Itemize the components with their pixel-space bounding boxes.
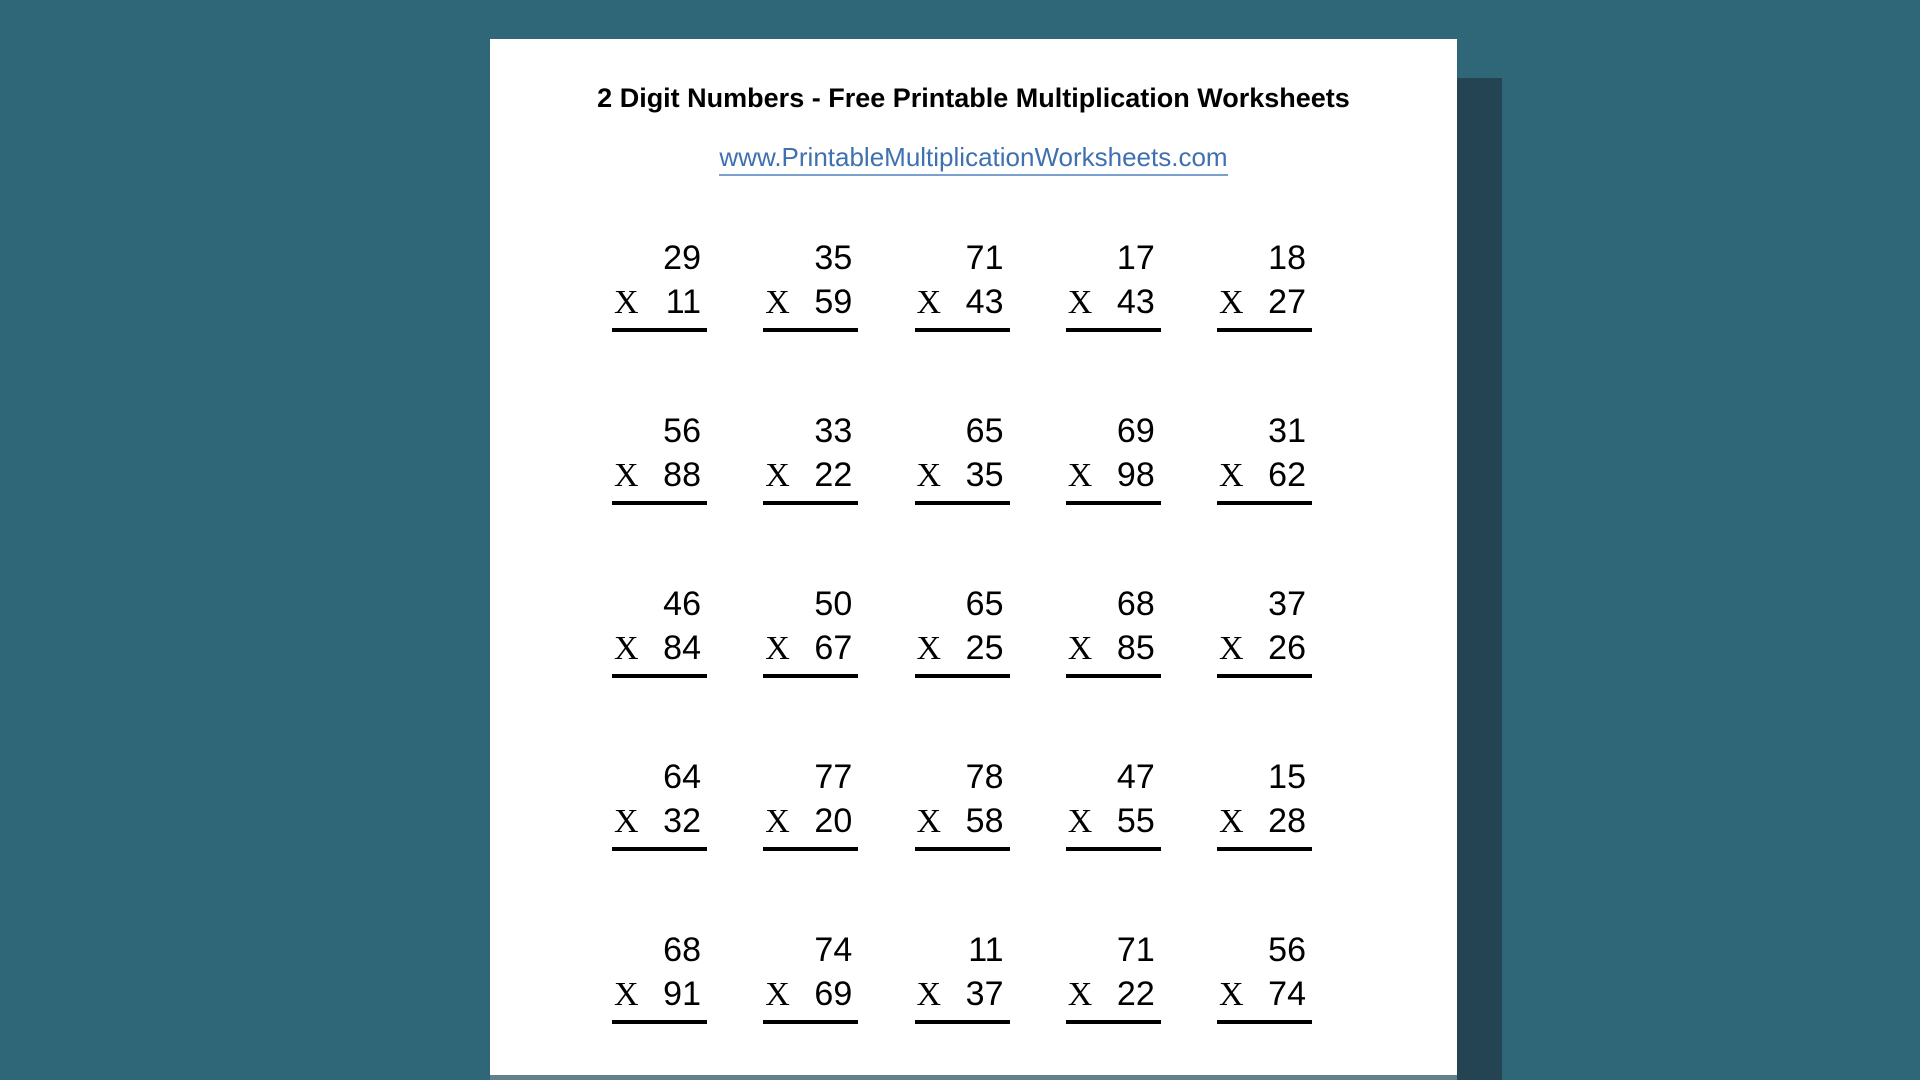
- multiplication-problem: [1217, 755, 1312, 851]
- problems-grid: [490, 236, 1457, 1024]
- multiplier: 11: [665, 283, 701, 321]
- multiply-operator: X: [1067, 976, 1093, 1013]
- problem-row: [612, 409, 1312, 505]
- multiplication-problem: [763, 236, 858, 332]
- multiplicand: 47: [1116, 758, 1155, 796]
- multiply-operator: X: [614, 284, 639, 321]
- multiply-operator: X: [1219, 284, 1244, 321]
- multiply-operator: X: [614, 976, 639, 1013]
- multiplicand: 33: [814, 412, 853, 450]
- multiplicand: 17: [1116, 239, 1155, 277]
- operator-row: [915, 626, 1010, 678]
- multiply-operator: X: [765, 284, 790, 321]
- multiplier: 43: [1116, 283, 1155, 321]
- multiplier: 37: [965, 975, 1004, 1013]
- multiplication-problem: [1217, 928, 1312, 1024]
- operator-row: [915, 280, 1010, 332]
- multiplication-problem: [1217, 236, 1312, 332]
- multiplier: 98: [1116, 456, 1155, 494]
- problem-row: [612, 755, 1312, 851]
- operator-row: [915, 972, 1010, 1024]
- multiplier: 20: [814, 802, 853, 840]
- operator-row: [1217, 799, 1312, 851]
- multiply-operator: X: [916, 284, 942, 321]
- worksheet-page: [490, 39, 1457, 1080]
- operator-row: [1217, 972, 1312, 1024]
- operator-row: [915, 453, 1010, 505]
- multiplication-problem: [763, 755, 858, 851]
- multiplier: 58: [965, 802, 1004, 840]
- multiply-operator: X: [765, 976, 790, 1013]
- multiplier: 27: [1268, 283, 1306, 321]
- operator-row: [763, 280, 858, 332]
- multiplication-problem: [1066, 755, 1161, 851]
- multiplicand: 31: [1268, 412, 1306, 450]
- multiplicand: 46: [663, 585, 701, 623]
- worksheet-title: 2 Digit Numbers - Free Printable Multiplication Worksheets: [597, 83, 1350, 113]
- multiplicand: 64: [663, 758, 701, 796]
- multiply-operator: X: [765, 803, 790, 840]
- multiplication-problem: [612, 409, 707, 505]
- operator-row: [612, 453, 707, 505]
- problem-row: [612, 236, 1312, 332]
- operator-row: [763, 972, 858, 1024]
- multiply-operator: X: [916, 630, 942, 667]
- multiplier: 62: [1268, 456, 1306, 494]
- multiplicand: 35: [814, 239, 853, 277]
- operator-row: [1066, 280, 1161, 332]
- multiplication-problem: [1066, 582, 1161, 678]
- multiplier: 22: [1116, 975, 1155, 1013]
- multiplier: 25: [965, 629, 1004, 667]
- multiplication-problem: [915, 582, 1010, 678]
- operator-row: [612, 626, 707, 678]
- multiply-operator: X: [614, 630, 639, 667]
- multiplicand: 65: [965, 585, 1004, 623]
- multiplication-problem: [612, 236, 707, 332]
- multiplier: 28: [1268, 802, 1306, 840]
- multiply-operator: X: [1219, 803, 1244, 840]
- multiplication-problem: [763, 582, 858, 678]
- multiplicand: 77: [814, 758, 853, 796]
- operator-row: [1066, 799, 1161, 851]
- operator-row: [612, 799, 707, 851]
- website-link[interactable]: www.PrintableMultiplicationWorksheets.com: [719, 142, 1227, 176]
- problem-row: [612, 582, 1312, 678]
- multiplicand: 50: [814, 585, 853, 623]
- multiplication-problem: [763, 928, 858, 1024]
- multiply-operator: X: [765, 630, 790, 667]
- multiply-operator: X: [1067, 630, 1093, 667]
- multiplicand: 68: [663, 931, 701, 969]
- multiplication-problem: [1217, 409, 1312, 505]
- multiplication-problem: [763, 409, 858, 505]
- multiply-operator: X: [916, 976, 942, 1013]
- multiplicand: 78: [965, 758, 1004, 796]
- multiplier: 43: [965, 283, 1004, 321]
- multiplier: 35: [965, 456, 1004, 494]
- operator-row: [612, 972, 707, 1024]
- multiplicand: 65: [965, 412, 1004, 450]
- operator-row: [1066, 972, 1161, 1024]
- multiply-operator: X: [1067, 284, 1093, 321]
- multiplicand: 56: [663, 412, 701, 450]
- operator-row: [1217, 280, 1312, 332]
- worksheet-header: [490, 39, 1457, 176]
- multiplier: 88: [663, 456, 701, 494]
- multiplier: 32: [663, 802, 701, 840]
- multiplicand: 71: [965, 239, 1004, 277]
- operator-row: [1217, 626, 1312, 678]
- multiplicand: 68: [1116, 585, 1155, 623]
- multiply-operator: X: [1219, 976, 1244, 1013]
- multiplicand: 56: [1268, 931, 1306, 969]
- operator-row: [763, 799, 858, 851]
- multiply-operator: X: [614, 457, 639, 494]
- multiplier: 22: [814, 456, 853, 494]
- multiplier: 69: [814, 975, 853, 1013]
- multiplier: 74: [1268, 975, 1306, 1013]
- multiplicand: 18: [1268, 239, 1306, 277]
- multiplicand: 11: [968, 931, 1004, 969]
- page-drop-shadow: [1457, 78, 1502, 1080]
- multiplication-problem: [915, 755, 1010, 851]
- multiplication-problem: [1066, 236, 1161, 332]
- multiplication-problem: [915, 409, 1010, 505]
- operator-row: [915, 799, 1010, 851]
- multiplier: 67: [814, 629, 853, 667]
- multiplicand: 69: [1116, 412, 1155, 450]
- multiplicand: 71: [1116, 931, 1155, 969]
- operator-row: [763, 626, 858, 678]
- multiply-operator: X: [1219, 457, 1244, 494]
- page-bottom-edge: [490, 1075, 1457, 1080]
- multiplication-problem: [915, 928, 1010, 1024]
- multiply-operator: X: [1067, 457, 1093, 494]
- operator-row: [612, 280, 707, 332]
- multiplication-problem: [612, 582, 707, 678]
- multiply-operator: X: [916, 803, 942, 840]
- multiplier: 59: [814, 283, 853, 321]
- multiplier: 84: [663, 629, 701, 667]
- operator-row: [763, 453, 858, 505]
- multiply-operator: X: [1067, 803, 1093, 840]
- multiplier: 85: [1116, 629, 1155, 667]
- operator-row: [1217, 453, 1312, 505]
- multiplicand: 29: [663, 239, 701, 277]
- multiplication-problem: [1066, 928, 1161, 1024]
- multiply-operator: X: [614, 803, 639, 840]
- multiplication-problem: [612, 755, 707, 851]
- multiplier: 55: [1116, 802, 1155, 840]
- operator-row: [1066, 626, 1161, 678]
- multiplication-problem: [612, 928, 707, 1024]
- multiplication-problem: [915, 236, 1010, 332]
- multiplication-problem: [1066, 409, 1161, 505]
- multiply-operator: X: [1219, 630, 1244, 667]
- operator-row: [1066, 453, 1161, 505]
- multiplicand: 74: [814, 931, 853, 969]
- multiplication-problem: [1217, 582, 1312, 678]
- problem-row: [612, 928, 1312, 1024]
- multiplicand: 15: [1268, 758, 1306, 796]
- multiply-operator: X: [916, 457, 942, 494]
- multiplicand: 37: [1268, 585, 1306, 623]
- multiplier: 26: [1268, 629, 1306, 667]
- multiply-operator: X: [765, 457, 790, 494]
- multiplier: 91: [663, 975, 701, 1013]
